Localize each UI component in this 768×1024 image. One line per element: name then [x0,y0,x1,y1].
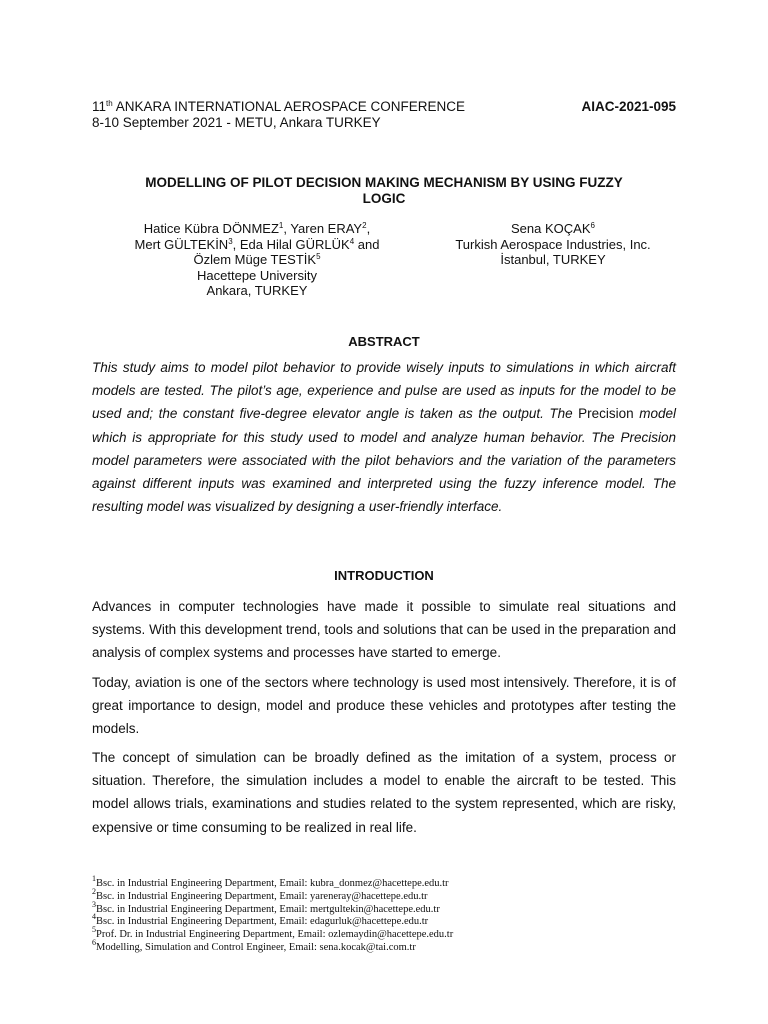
abstract-text-upright: Precision [578,406,634,422]
conference-number: 11 [92,99,107,114]
abstract-body [92,356,676,518]
footnote-number: 1 [92,874,96,883]
author-1-footnote-mark: 1 [278,221,284,230]
footnote-text: Bsc. in Industrial Engineering Department, Email: yareneray@hacettepe.edu.tr [96,890,428,902]
author-5-footnote-mark: 5 [316,252,321,261]
footnote-number: 4 [92,912,96,922]
footnote-text: Prof. Dr. in Industrial Engineering Department, Email: ozlemaydin@hacettepe.edu.tr [96,929,454,941]
author-3-name: Mert GÜLTEKİN [134,236,229,252]
footnote [92,886,692,904]
author-4-footnote-mark: 4 [349,236,355,246]
author-1-name: Hatice Kübra DÖNMEZ [143,221,279,236]
footnote-number: 3 [92,899,96,909]
footnote [92,912,692,929]
footnote-number: 6 [92,937,96,947]
author-5-name: Özlem Müge TESTİK [193,252,317,267]
conference-title [92,99,465,115]
footnote-text: Bsc. in Industrial Engineering Department, Email: kubra_donmez@hacettepe.edu.tr [96,878,449,889]
author-2-footnote-mark: 2 [362,221,367,230]
introduction-paragraph-1: Advances in computer technologies have made it possible to simulate real situations and systems. With this development trend, tools and solutions that can be used in the preparation and analysis of complex systems and processes have started to emerge. [92,599,676,661]
paper-id: AIAC-2021-095 [581,99,676,114]
author-line-1 [104,221,410,237]
affiliation-right: Turkish Aerospace Industries, Inc. [455,236,651,252]
author-line-1-end: , [366,221,371,236]
footnote-text: Bsc. in Industrial Engineering Department, Email: mertgultekin@hacettepe.edu.tr [96,903,440,915]
author-3-footnote-mark: 3 [228,236,233,246]
paper-title-line-2: LOGIC [362,191,406,206]
footnote-number: 2 [92,886,96,896]
authors-right-block [430,221,676,268]
author-line-2 [104,237,410,253]
paper-title [92,175,676,207]
author-6-name: Sena KOÇAK [511,221,591,236]
abstract-text-part-2: model which is appropriate for this study used to model and analyze human behavior. The Precision model parameters were associated with the pilot behaviors and the variation of the parameters against different inputs was examined and interpreted using the fuzzy inference model. The resulting model was visualized by designing a user-friendly interface. [92,406,676,515]
conference-name: ANKARA INTERNATIONAL AEROSPACE CONFERENCE [112,99,466,114]
footnote [92,899,692,917]
affiliation-left: Hacettepe University [197,267,317,283]
location-left: Ankara, TURKEY [206,283,308,298]
abstract-text-part-1: This study aims to model pilot behavior to provide wisely inputs to simulations in which aircraft models are tested. The pilot’s age, experience and pulse are used as inputs for the model to be used and; the constant five-degree elevator angle is taken as the output. The [92,360,676,422]
author-line-right [430,221,676,237]
author-4-name: , Eda Hilal GÜRLÜK [232,236,350,252]
footnotes [92,874,692,955]
author-line-2-end: and [354,236,380,252]
author-line-3 [104,252,410,268]
introduction-paragraph-3: The concept of simulation can be broadly defined as the imitation of a system, process or situation. Therefore, the simulation includes a model to enable the aircraft to be tested. This model allows trials, examinations and studies related to the system represented, which are risky, expensive or time consuming to be realized in real life. [92,750,676,835]
location-right: İstanbul, TURKEY [500,252,606,267]
footnote [92,937,692,955]
paper-title-line-1: MODELLING OF PILOT DECISION MAKING MECHANISM BY USING FUZZY [145,175,623,190]
conference-date: 8-10 September 2021 - METU, Ankara TURKEY [92,115,381,130]
footnote-text: Modelling, Simulation and Control Engineer, Email: sena.kocak@tai.com.tr [96,941,416,953]
author-6-footnote-mark: 6 [590,221,595,230]
footnote [92,925,692,942]
footnote-number: 5 [92,925,96,935]
introduction-paragraph-2: Today, aviation is one of the sectors where technology is used most intensively. Therefore, it is of great importance to design, model and produce these vehicles and prototypes after testing the models. [92,675,676,737]
author-2-name: , Yaren ERAY [283,221,363,236]
authors-left-block [104,221,410,299]
abstract-heading: ABSTRACT [348,334,420,349]
conference-ordinal-suffix: th [106,99,113,108]
introduction-heading: INTRODUCTION [334,568,434,583]
footnote [92,874,692,891]
footnote-text: Bsc. in Industrial Engineering Department, Email: edagurluk@hacettepe.edu.tr [96,916,429,928]
